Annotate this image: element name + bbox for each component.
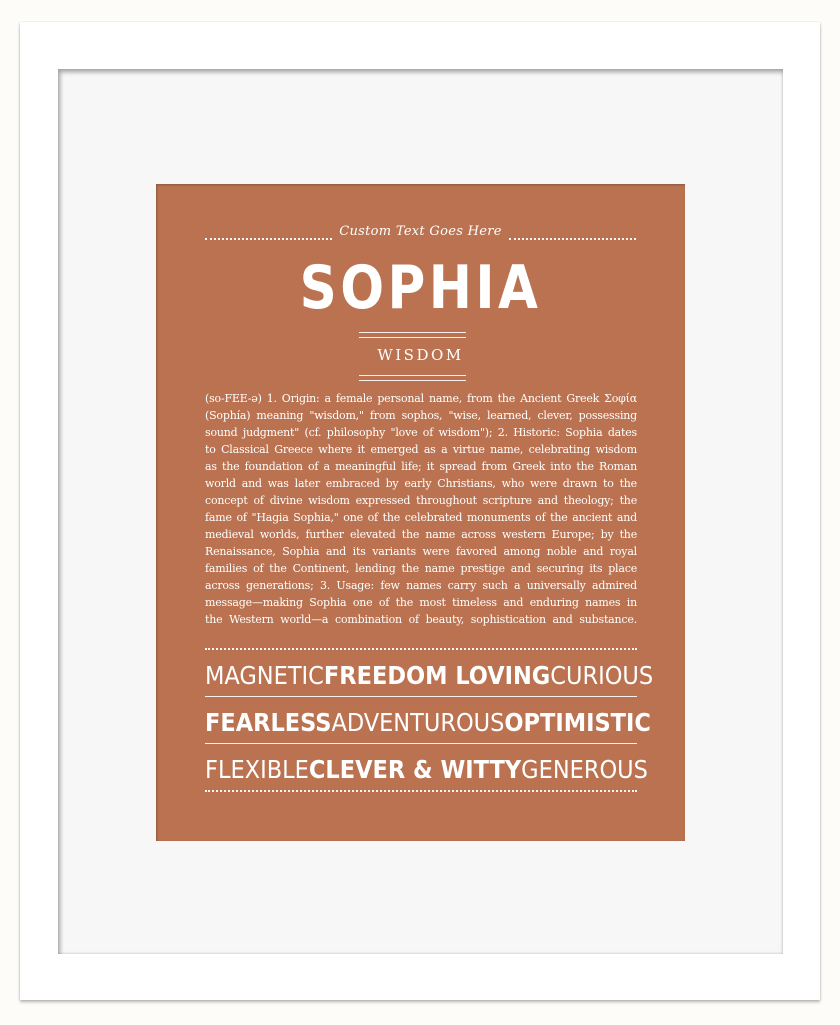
trait: ADVENTUROUS: [331, 707, 505, 737]
trait: FREEDOM LOVING: [323, 660, 551, 690]
trait: OPTIMISTIC: [504, 707, 651, 737]
definition-line: message—making Sophia one of the most timeless and enduring names in: [205, 596, 637, 609]
trait: FLEXIBLE: [205, 754, 309, 784]
definition-line: sound judgment" (cf. philosophy "love of wisdom"); 2. Historic: Sophia dates: [205, 426, 637, 439]
definition-line: families of the Continent, lending the name prestige and securing its place: [205, 562, 637, 575]
rule-below-meaning-2: [359, 380, 466, 381]
definition-line: concept of divine wisdom expressed throughout scripture and theology; the: [205, 494, 637, 507]
rule-above-meaning-2: [359, 337, 466, 338]
traits-divider-1: [205, 696, 637, 697]
definition-line: medieval worlds, further elevated the name across western Europe; by the: [205, 528, 637, 541]
definition-line: the Western world—a combination of beauty, sophistication and substance.: [205, 613, 637, 626]
traits-row-3: [205, 751, 648, 787]
name-definition: [205, 390, 637, 628]
dotted-rule-traits-top: [205, 648, 637, 650]
definition-line: to Classical Greece where it emerged as a virtue name, celebrating wisdom: [205, 443, 637, 456]
definition-line: (so-FEE-ə) 1. Origin: a female personal name, from the Ancient Greek Σοφία: [205, 392, 637, 405]
trait: MAGNETIC: [205, 660, 324, 690]
definition-line: across generations; 3. Usage: few names carry such a universally admired: [205, 579, 637, 592]
definition-line: as the foundation of a meaningful life; it spread from Greek into the Roman: [205, 460, 637, 473]
rule-above-meaning-1: [359, 332, 466, 333]
traits-row-2: [205, 704, 651, 740]
dotted-rule-traits-bottom: [205, 790, 637, 792]
definition-line: world and was later embraced by early Christians, who were drawn to the: [205, 477, 637, 490]
name-art-print: [156, 184, 685, 841]
trait: CLEVER & WITTY: [308, 754, 522, 784]
definition-line: (Sophía) meaning "wisdom," from sophos, "wise, learned, clever, possessing: [205, 409, 637, 422]
traits-divider-2: [205, 743, 637, 744]
trait: FEARLESS: [205, 707, 332, 737]
definition-line: fame of "Hagia Sophia," one of the celebrated monuments of the ancient and: [205, 511, 637, 524]
definition-line: Renaissance, Sophia and its variants were favored among noble and royal: [205, 545, 637, 558]
trait: CURIOUS: [550, 660, 654, 690]
name-meaning: WISDOM: [377, 346, 464, 364]
rule-below-meaning-1: [359, 375, 466, 376]
trait: GENEROUS: [521, 754, 648, 784]
name-title: SOPHIA: [299, 253, 542, 323]
traits-row-1: [205, 657, 654, 693]
custom-text: Custom Text Goes Here: [339, 224, 502, 239]
